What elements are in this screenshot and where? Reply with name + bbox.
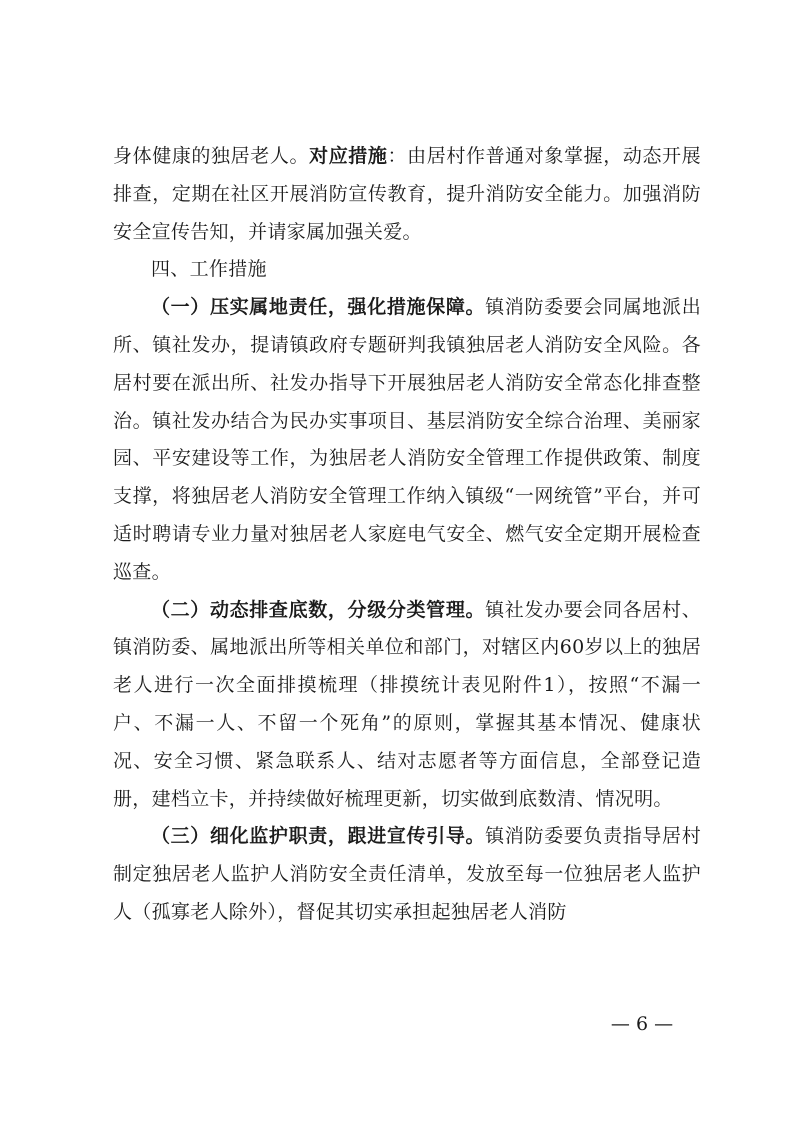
bold-text-segment: （三）细化监护职责，跟进宣传引导。 (151, 825, 486, 848)
paragraph (113, 289, 701, 591)
document-body (113, 138, 701, 932)
text-segment: ：由居村作普通对象掌握，动态开展排查，定期在社区开展消防宣传教育，提升消防安全能力。加强消防安全宣传告知，并请家属加强关爱。 (113, 145, 701, 243)
bold-text-segment: （二）动态排查底数，分级分类管理。 (151, 598, 486, 621)
paragraph (113, 592, 701, 819)
text-segment: 镇消防委要会同属地派出所、镇社发办，提请镇政府专题研判我镇独居老人消防安全风险。各居村要在派出所、社发办指导下开展独居老人消防安全常态化排查整治。镇社发办结合为民办实事项目、基层消防安全综合治理、美丽家园、平安建设等工作，为独居老人消防安全管理工作提供政策、制度支撑，将独居老人消防安全管理工作纳入镇级“一网统管”平台，并可适时聘请专业力量对独居老人家庭电气安全、燃气安全定期开展检查巡查。 (113, 296, 701, 583)
paragraph (113, 818, 701, 931)
text-segment: 四、工作措施 (151, 258, 267, 281)
text-segment: 身体健康的独居老人。 (113, 145, 310, 167)
bold-text-segment: 对应措施 (309, 145, 388, 167)
page-number: — 6 — (610, 1013, 674, 1035)
text-segment: 镇消防委要负责指导居村制定独居老人监护人消防安全责任清单，发放至每一位独居老人监护人（孤寡老人除外），督促其切实承担起独居老人消防 (113, 825, 701, 923)
text-segment: 镇社发办要会同各居村、镇消防委、属地派出所等相关单位和部门，对辖区内60岁以上的独居老人进行一次全面排摸梳理（排摸统计表见附件1），按照“不漏一户、不漏一人、不留一个死角”的原则，掌握其基本情况、健康状况、安全习惯、紧急联系人、结对志愿者等方面信息，全部登记造册，建档立卡，并持续做好梳理更新，切实做到底数清、情况明。 (113, 598, 701, 810)
bold-text-segment: （一）压实属地责任，强化措施保障。 (151, 296, 486, 319)
paragraph (113, 251, 701, 289)
paragraph (113, 138, 701, 251)
